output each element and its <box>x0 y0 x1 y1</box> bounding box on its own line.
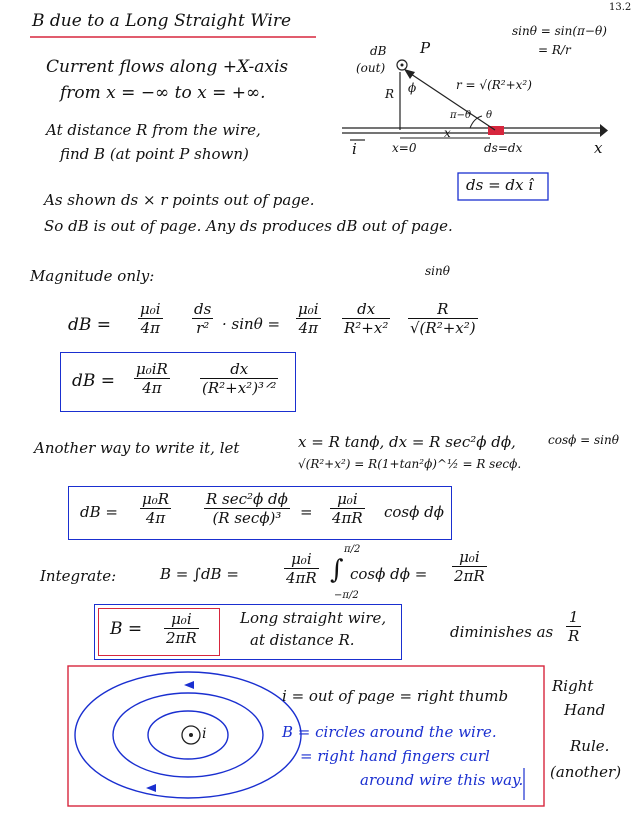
diagram-x0: x=0 <box>392 141 417 155</box>
frac-mu0i-4pi-2 <box>296 300 321 337</box>
rhr-side-1: Right <box>552 677 594 695</box>
fraction-denominator: 4π <box>138 318 163 337</box>
rhr-side-3: Rule. <box>570 737 610 755</box>
frac-mu0i-4pi <box>138 300 163 337</box>
substitution-2: √(R²+x²) = R(1+tan²ϕ)^½ = R secϕ. <box>298 457 522 471</box>
intro-line-2: from x = −∞ to x = +∞. <box>60 83 266 103</box>
diagram-R: R <box>385 87 395 101</box>
fraction-numerator: μ₀i <box>140 300 161 318</box>
boxed2-tail: cosϕ dϕ <box>384 503 444 521</box>
boxed2-frac3 <box>330 490 365 527</box>
field-arrow-bottom <box>146 784 156 792</box>
fraction-denominator: 4π <box>296 318 321 337</box>
diminishes: diminishes as <box>450 623 554 641</box>
boxed2-eq: = <box>300 503 313 521</box>
fraction-numerator: dx <box>230 360 249 378</box>
dB-eq: dB = <box>68 315 112 335</box>
sin-identity: sinθ = sin(π−θ) <box>512 24 607 38</box>
fraction-numerator: μ₀i <box>291 550 312 568</box>
another-way: Another way to write it, let <box>34 439 240 457</box>
fraction-denominator: √(R²+x²) <box>410 319 476 337</box>
diagram-P: P <box>420 39 431 57</box>
frac-R-sqrt <box>408 300 478 337</box>
cross-line-1: As shown ds × r points out of page. <box>44 191 315 209</box>
cos-identity: cosϕ = sinθ <box>548 433 619 447</box>
boxed1-dB: dB = <box>72 371 116 391</box>
frac-ds-r2 <box>192 300 213 337</box>
field-circle-inner <box>148 711 228 759</box>
ds-vec-label: ds = dx î <box>466 176 534 194</box>
diagram-theta: θ <box>486 110 493 121</box>
fraction-numerator: R <box>437 300 449 318</box>
result-desc-2: at distance R. <box>250 631 355 649</box>
cross-line-2: So dB is out of page. Any ds produces dB out of page. <box>44 217 453 235</box>
rhr-line-3: = right hand fingers curl <box>300 747 490 765</box>
wire-arrowhead <box>600 124 608 137</box>
fraction-numerator: μ₀i <box>298 300 319 318</box>
diagram-r-expr: r = √(R²+x²) <box>456 78 532 92</box>
fraction-numerator: μ₀i <box>171 610 192 628</box>
diagram-pi-minus-theta: π−θ <box>450 110 471 121</box>
fraction-denominator: 2πR <box>454 567 485 585</box>
result-frac <box>164 610 199 647</box>
fraction-numerator: μ₀i <box>459 548 480 566</box>
dB-out-dot <box>401 64 404 67</box>
sin-theta-brace-label: sinθ <box>425 264 450 278</box>
integrate-frac2 <box>452 548 487 585</box>
one-over-R <box>566 608 581 645</box>
magnitude-heading: Magnitude only: <box>30 267 155 285</box>
rhr-line-2: B = circles around the wire. <box>282 723 497 741</box>
fraction-denominator: r² <box>192 318 213 337</box>
fraction-numerator: dx <box>357 300 376 318</box>
result-B: B = <box>110 619 143 639</box>
rhr-line-1: i = out of page = right thumb <box>282 687 509 705</box>
integral-lower: −π/2 <box>334 590 359 601</box>
fraction-denominator: R <box>568 627 580 645</box>
rhr-side-4: (another) <box>550 763 622 781</box>
boxed1-frac2 <box>200 360 278 397</box>
fraction-numerator: μ₀iR <box>136 360 168 378</box>
boxed2-frac2 <box>204 490 290 527</box>
fraction-numerator: μ₀i <box>337 490 358 508</box>
diagram-phi: ϕ <box>408 81 417 95</box>
wire-i-label: i <box>202 726 207 742</box>
frac-dx-R2x2 <box>342 300 390 337</box>
r-arrowhead <box>404 69 415 79</box>
integral-sign: ∫ <box>330 555 344 585</box>
boxed2-frac1 <box>140 490 171 527</box>
intro-line-1: Current flows along +X-axis <box>46 57 289 77</box>
diagram-i: i <box>352 140 357 158</box>
fraction-numerator: μ₀R <box>142 490 170 508</box>
wire-dot <box>189 733 193 737</box>
rhr-line-4: around wire this way. <box>360 771 524 789</box>
fraction-numerator: 1 <box>568 608 579 626</box>
integrate-B: B = ∫dB = <box>160 565 239 583</box>
field-arrow-top <box>184 681 194 689</box>
intro-line-3: At distance R from the wire, <box>46 121 261 139</box>
fraction-denominator: 4πR <box>332 509 363 527</box>
fraction-numerator: R sec²ϕ dϕ <box>206 490 288 508</box>
fraction-denominator: 4πR <box>286 569 317 587</box>
page-title: B due to a Long Straight Wire <box>32 11 292 31</box>
boxed1-frac1 <box>134 360 170 397</box>
fraction-denominator: R²+x² <box>344 319 389 337</box>
integrate-frac1 <box>284 550 319 587</box>
integrate-body: cosϕ dϕ = <box>350 565 428 583</box>
fraction-denominator: 2πR <box>166 629 197 647</box>
boxed2-dB: dB = <box>80 503 118 521</box>
sin-theta-eq: · sinθ = <box>222 315 281 333</box>
integral-upper: π/2 <box>344 544 361 555</box>
fraction-denominator: (R²+x²)³ᐟ² <box>202 379 277 397</box>
substitution-1: x = R tanϕ, dx = R sec²ϕ dϕ, <box>298 433 516 451</box>
diagram-dB: dB <box>370 44 387 58</box>
diagram-ds: ds=dx <box>484 141 523 155</box>
fraction-numerator: ds <box>194 300 212 318</box>
integrate-label: Integrate: <box>40 567 117 585</box>
fraction-denominator: 4π <box>134 378 170 397</box>
field-circle-outer <box>75 672 301 798</box>
intro-line-4: find B (at point P shown) <box>60 145 249 163</box>
result-desc-1: Long straight wire, <box>240 609 387 627</box>
diagram-x: x <box>444 126 451 140</box>
fraction-denominator: 4π <box>140 508 171 527</box>
field-circle-middle <box>113 693 263 777</box>
rhr-side-2: Hand <box>564 701 606 719</box>
fraction-denominator: (R secϕ)³ <box>204 508 290 527</box>
page-number: 13.2 <box>609 2 632 13</box>
diagram-x-axis: x <box>594 139 603 157</box>
diagram-out: (out) <box>356 61 386 75</box>
sin-identity-result: = R/r <box>538 43 571 57</box>
